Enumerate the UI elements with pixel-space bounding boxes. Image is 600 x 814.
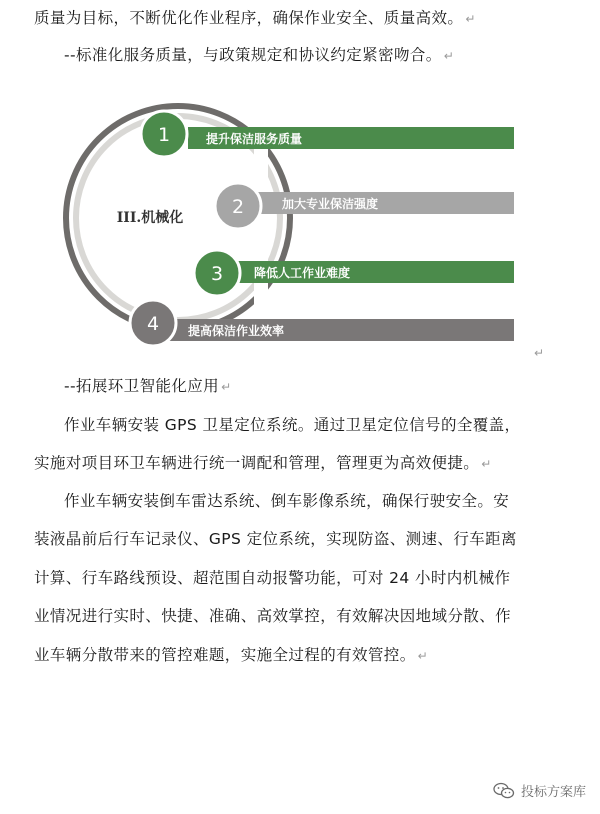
step-1-number: 1 [157,124,171,146]
center-label: III.机械化 [116,210,184,226]
paragraph-line: 计算、行车路线预设、超范围自动报警功能，可对 24 小时内机械作 [34,569,511,587]
paragraph-line: 作业车辆安装 GPS 卫星定位系统。通过卫星定位信号的全覆盖， [64,416,521,434]
watermark [493,781,586,800]
paragraph-line: 作业车辆安装倒车雷达系统、倒车影像系统，确保行驶安全。安 [64,492,510,510]
paragraph-line: 实施对项目环卫车辆进行统一调配和管理，管理更为高效便捷。 ↵ [34,454,492,472]
banner-1-label: 提升保洁服务质量 [206,132,303,146]
paragraph-line: 业车辆分散带来的管控难题，实施全过程的有效管控。 ↵ [34,646,429,664]
mechanization-diagram [0,0,600,360]
banner-3-label: 降低人工作业难度 [254,266,351,280]
banner-2-label: 加大专业保洁强度 [282,197,379,211]
wechat-icon [493,782,515,800]
paragraph-line: --标准化服务质量，与政策规定和协议约定紧密吻合。 ↵ [64,46,455,64]
step-4-number: 4 [146,313,160,335]
paragraph-line: 业情况进行实时、快捷、准确、高效掌控，有效解决因地域分散、作 [34,607,512,625]
watermark-text: 投标方案库 [520,785,586,800]
step-3-number: 3 [210,263,224,285]
paragraph-line: 装液晶前后行车记录仪、GPS 定位系统，实现防盗、测速、行车距离 [34,530,517,548]
step-2-number: 2 [231,196,245,218]
return-mark: ↵ [534,346,545,360]
banner-4-label: 提高保洁作业效率 [188,324,285,338]
paragraph-line: --拓展环卫智能化应用 ↵ [64,377,232,395]
paragraph-line: 质量为目标，不断优化作业程序，确保作业安全、质量高效。 ↵ [34,9,476,27]
